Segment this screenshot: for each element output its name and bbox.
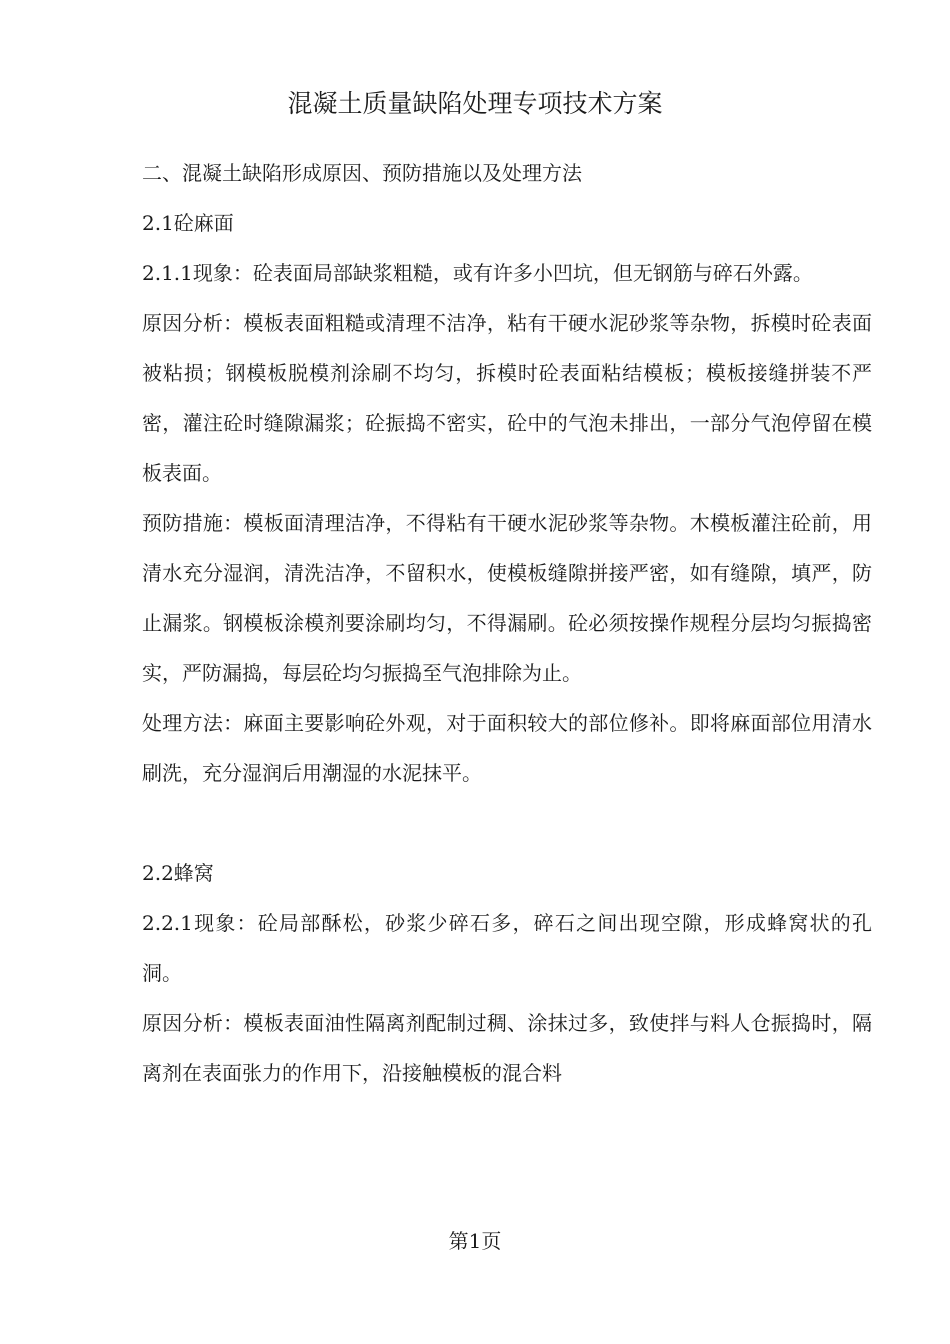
page-number: 第1页	[448, 1229, 502, 1253]
paragraph: 原因分析：模板表面粗糙或清理不洁净，粘有干硬水泥砂浆等杂物，拆模时砼表面被粘损；钢模板脱模剂涂刷不均匀，拆模时砼表面粘结模板；模板接缝拼装不严密，灌注砼时缝隙漏浆；砼振捣不密实，砼中的气泡未排出，一部分气泡停留在模板表面。	[142, 311, 872, 485]
subsection-heading: 2.2蜂窝	[142, 861, 214, 885]
paragraph: 预防措施：模板面清理洁净，不得粘有干硬水泥砂浆等杂物。木模板灌注砼前，用清水充分湿润，清洗洁净，不留积水，使模板缝隙拼接严密，如有缝隙，填严，防止漏浆。钢模板涂模剂要涂刷均匀，不得漏刷。砼必须按操作规程分层均匀振捣密实，严防漏捣，每层砼均匀振捣至气泡排除为止。	[142, 511, 872, 685]
document-title: 混凝土质量缺陷处理专项技术方案	[287, 89, 663, 118]
paragraph: 处理方法：麻面主要影响砼外观，对于面积较大的部位修补。即将麻面部位用清水刷洗，充分湿润后用潮湿的水泥抹平。	[142, 711, 872, 785]
subsection-heading: 2.1砼麻面	[142, 211, 234, 235]
paragraph: 2.1.1现象：砼表面局部缺浆粗糙，或有许多小凹坑，但无钢筋与碎石外露。	[142, 261, 813, 285]
paragraph: 原因分析：模板表面油性隔离剂配制过稠、涂抹过多，致使拌与料人仓振捣时，隔离剂在表面张力的作用下，沿接触模板的混合料	[142, 1011, 872, 1085]
paragraph: 2.2.1现象：砼局部酥松，砂浆少碎石多，碎石之间出现空隙，形成蜂窝状的孔洞。	[142, 911, 872, 985]
section-heading: 二、混凝土缺陷形成原因、预防措施以及处理方法	[142, 161, 582, 185]
blank-line	[142, 798, 872, 848]
document-body	[142, 148, 872, 1098]
